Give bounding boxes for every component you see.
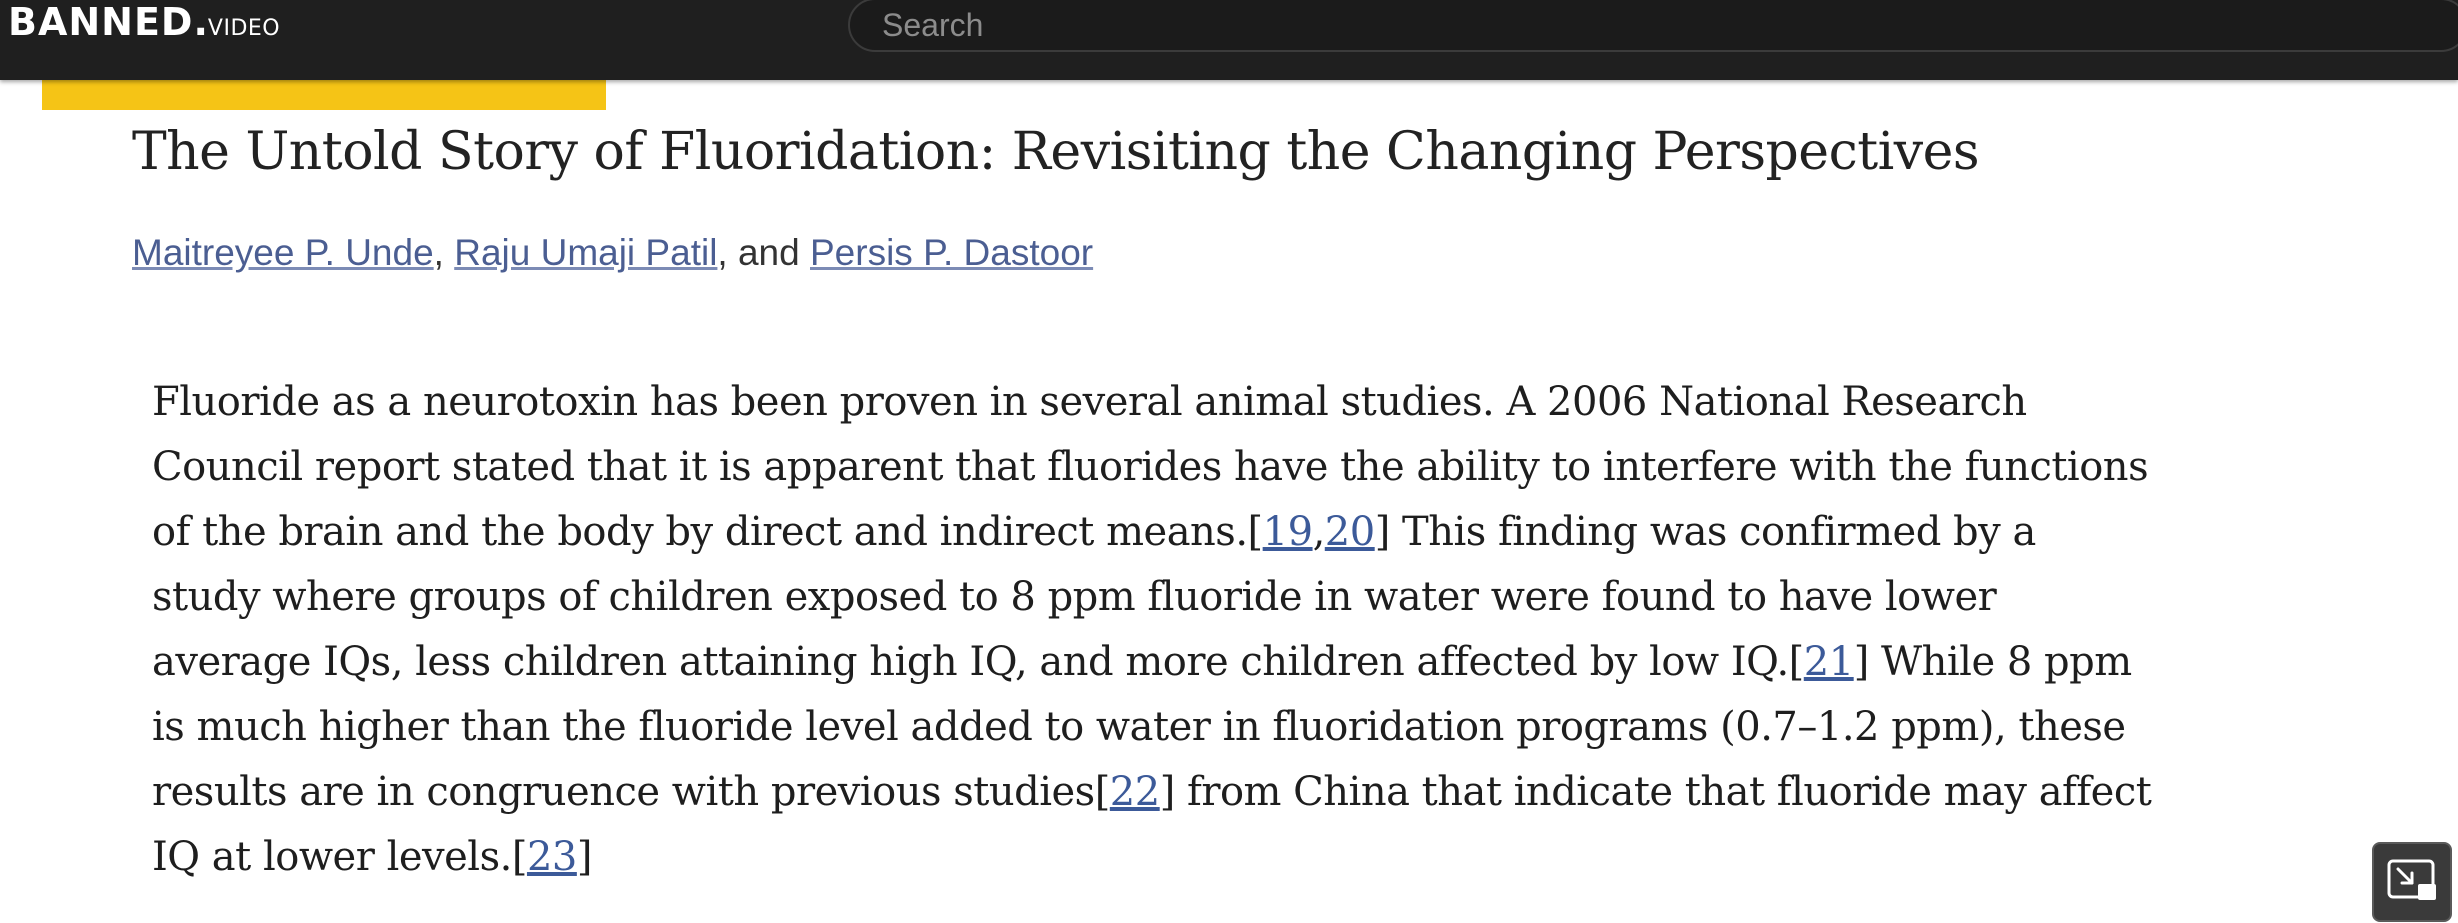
body-text: ] While 8 ppm — [1853, 639, 2132, 685]
body-line — [152, 825, 2252, 890]
body-text: IQ at lower levels.[ — [152, 834, 527, 880]
body-line — [152, 565, 2252, 630]
author-link[interactable]: Raju Umaji Patil — [454, 232, 718, 273]
author-list — [132, 232, 1093, 274]
author-separator: , — [433, 232, 455, 273]
body-text: average IQs, less children attaining high IQ, and more children affected by low IQ.[ — [152, 639, 1804, 685]
body-text: of the brain and the body by direct and indirect means.[ — [152, 509, 1263, 555]
body-text: , — [1312, 509, 1325, 555]
top-navigation-bar — [0, 0, 2458, 80]
body-text: is much higher than the fluoride level added to water in fluoridation programs (0.7–1.2 ppm), these — [152, 704, 2126, 750]
exit-picture-in-picture-icon — [2386, 854, 2438, 911]
author-separator: , and — [717, 232, 810, 273]
body-line — [152, 500, 2252, 565]
exit-picture-in-picture-button[interactable] — [2372, 842, 2452, 922]
body-text: results are in congruence with previous studies[ — [152, 769, 1110, 815]
body-text: ] This finding was confirmed by a — [1374, 509, 2036, 555]
body-line — [152, 370, 2252, 435]
body-text: Council report stated that it is apparent that fluorides have the ability to interfere with the functions — [152, 444, 2149, 490]
citation-link[interactable]: 19 — [1262, 509, 1313, 555]
logo-wordmark: BANNED — [8, 0, 194, 44]
citation-link[interactable]: 23 — [526, 834, 577, 880]
body-line — [152, 760, 2252, 825]
body-line — [152, 630, 2252, 695]
citation-link[interactable]: 22 — [1109, 769, 1160, 815]
article-title: The Untold Story of Fluoridation: Revisiting the Changing Perspectives — [132, 122, 1980, 182]
logo-dot: . — [193, 0, 208, 44]
logo-subtext: VIDEO — [207, 16, 281, 41]
article-body — [152, 370, 2252, 890]
body-text: study where groups of children exposed to 8 ppm fluoride in water were found to have lower — [152, 574, 1997, 620]
site-logo[interactable] — [8, 0, 280, 44]
accent-bar — [42, 80, 606, 110]
body-text: ] from China that indicate that fluoride may affect — [1159, 769, 2152, 815]
body-text: ] — [576, 834, 592, 880]
author-link[interactable]: Persis P. Dastoor — [810, 232, 1094, 273]
body-line — [152, 695, 2252, 760]
video-frame[interactable] — [0, 80, 2458, 923]
citation-link[interactable]: 20 — [1324, 509, 1375, 555]
citation-link[interactable]: 21 — [1803, 639, 1854, 685]
author-link[interactable]: Maitreyee P. Unde — [132, 232, 434, 273]
body-text: Fluoride as a neurotoxin has been proven in several animal studies. A 2006 National Research — [152, 379, 2027, 425]
body-line — [152, 435, 2252, 500]
search-box — [848, 0, 2458, 52]
search-input[interactable] — [880, 0, 2380, 50]
